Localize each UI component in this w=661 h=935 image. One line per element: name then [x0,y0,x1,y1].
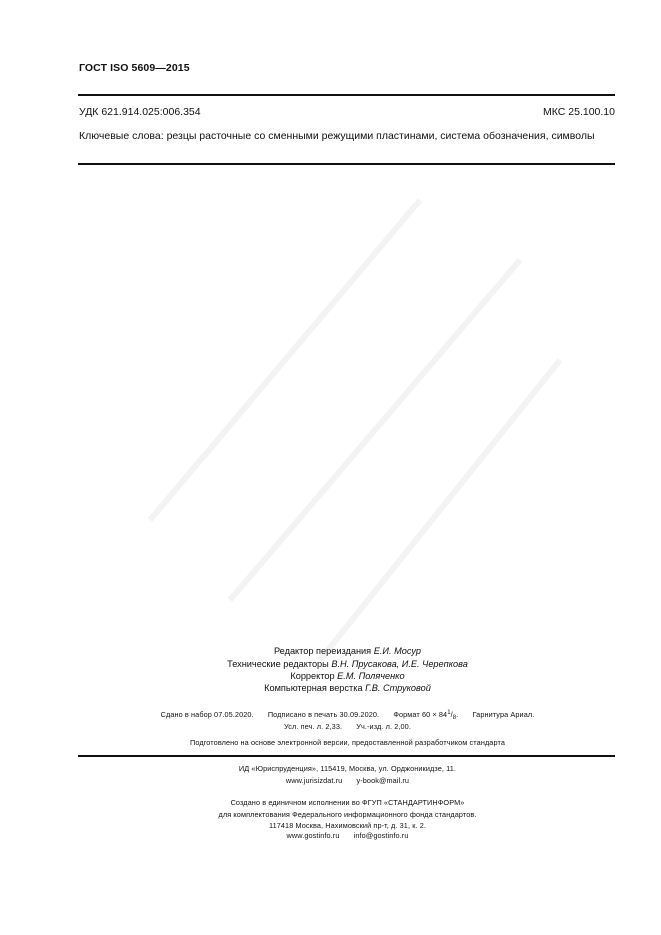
tech-names: В.Н. Прусакова, И.Е. Черепкова [331,659,468,669]
prepared-note: Подготовлено на основе электронной версии, предоставленной разработчиком стандарта [190,738,505,747]
credit-layout [79,683,616,693]
created-line-1: Создано в единичном исполнении во ФГУП «СТАНДАРТИНФОРМ» [230,798,465,807]
submitted-date: Сдано в набор 07.05.2020. [160,710,254,719]
gostinfo-site: www.gostinfo.ru [286,831,340,840]
signed-date: Подписано в печать 30.09.2020. [267,710,380,719]
standard-number: ГОСТ ISO 5609—2015 [79,62,190,74]
credit-tech-editors [79,659,616,669]
publisher-site: www.jurisizdat.ru [285,776,343,785]
keywords-text: резцы расточные со сменными режущими пластинами, система обозначения, символы [166,130,595,142]
typeface: Гарнитура Ариал. [472,710,535,719]
format-sup: 1 [447,710,451,716]
keywords-label: Ключевые слова: [79,130,164,142]
credit-editor [79,646,616,656]
layout-label: Компьютерная верстка [264,683,363,693]
print-sheets: Усл. печ. л. 2,33. [284,722,343,731]
corrector-label: Корректор [290,671,335,681]
format-end: . [456,710,459,719]
keywords-paragraph [79,129,615,143]
credit-corrector [79,671,616,681]
format-sub: 8 [452,715,457,721]
tech-label: Технические редакторы [227,659,329,669]
publisher-email: y-book@mail.ru [356,776,410,785]
publication-line-1 [79,710,616,721]
address-line: 117418 Москва, Нахимовский пр-т, д. 31, к. 2. [268,821,427,830]
corrector-name: Е.М. Поляченко [337,671,405,681]
keywords-divider [78,163,615,165]
paper-format [393,710,458,719]
top-divider [78,94,615,96]
editor-label: Редактор переиздания [273,646,372,656]
gostinfo-email: info@gostinfo.ru [353,831,409,840]
editor-name: Е.И. Мосур [373,646,422,656]
udk-code: УДК 621.914.025:006.354 [79,106,201,118]
format-slash: / [450,710,453,719]
publication-line-2 [79,722,616,731]
publisher-id: ИД «Юриспруденция», 115419, Москва, ул. Орджоникидзе, 11. [238,764,457,773]
format-prefix: Формат 60 × 84 [393,710,448,719]
pub-sheets: Уч.-изд. л. 2,00. [356,722,411,731]
created-line-2: для комплектования Федерального информационного фонда стандартов. [218,810,477,819]
publisher-contacts [79,776,616,785]
bottom-divider [78,755,615,757]
layout-name: Г.В. Струковой [365,683,431,693]
mks-code: МКС 25.100.10 [543,106,615,118]
gostinfo-contacts [79,831,616,840]
